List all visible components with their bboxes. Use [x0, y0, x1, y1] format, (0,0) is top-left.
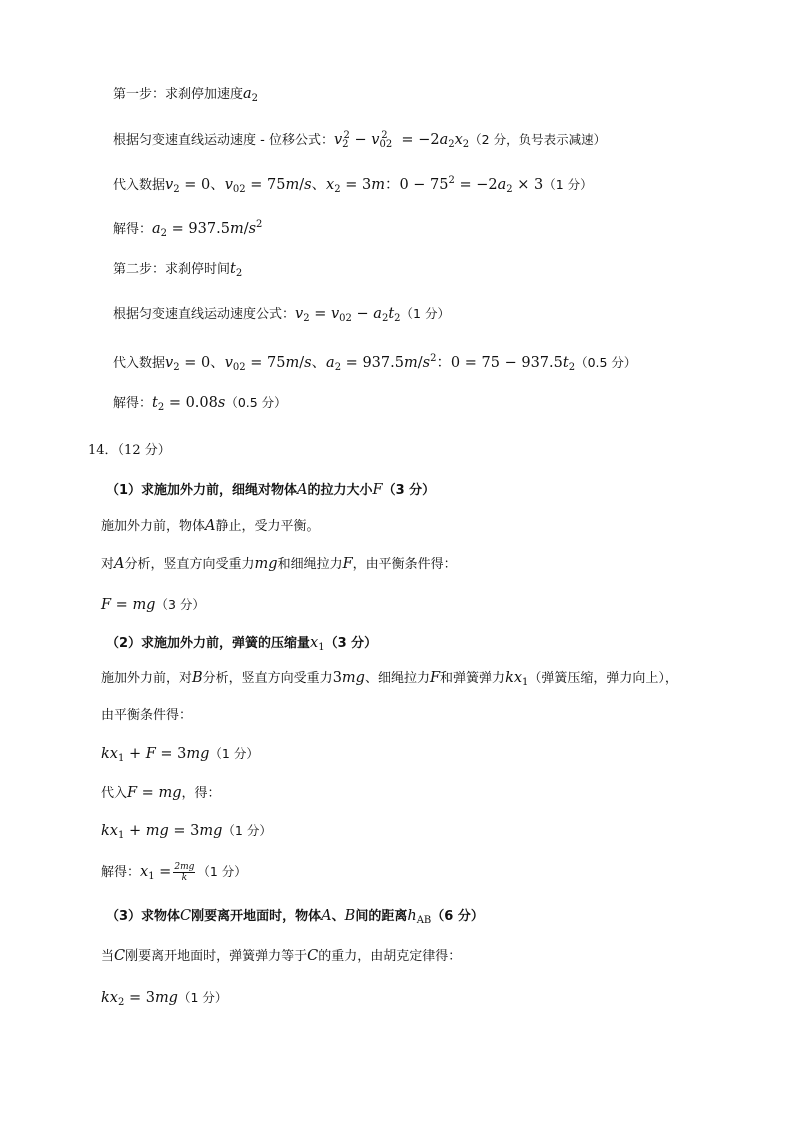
sub2-note: （0.5 分） — [575, 355, 637, 370]
part2-title: （2）求施加外力前，弹簧的压缩量$x_1(3$ 分） — [106, 635, 378, 653]
formula1-equation: $v_2^2 - v_{02}^2 = -2a_2x_2$ — [333, 130, 470, 150]
step1-heading — [113, 84, 258, 109]
p2-solution-line — [101, 862, 247, 887]
step1-variable: $a_2$ — [243, 86, 259, 104]
p2-line2: 由平衡条件得： — [101, 708, 193, 723]
p2-eq1: $kx_1 + F = 3mg$ — [101, 746, 210, 764]
p3-equation: $kx_2 = 3mg$ — [101, 990, 178, 1008]
question-14-number: 14．（12 分） — [88, 443, 171, 458]
p2-eq2-line — [101, 821, 272, 846]
p2-eq1-line — [101, 744, 259, 769]
sol1-equation: $a_2 = 937.5m/s^2$ — [152, 219, 263, 239]
p2-eq1-note: （1 分） — [209, 746, 259, 761]
sub2-equation: $v_2 = 0$、$v_{02} = 75m/s$、$a_2 = 937.5m/s^2$：$0 = 75 - 937.5t_2$ — [165, 353, 576, 373]
p2-solution-lhs: $x_1$ = — [140, 864, 172, 882]
formula2-line — [113, 304, 450, 329]
p3-eq-line — [101, 988, 227, 1013]
p2-eq2-note: （1 分） — [222, 823, 272, 838]
sol2-line — [113, 393, 287, 418]
p2-line3-pre: 代入 — [101, 786, 128, 801]
part3-title: （3）求物体C刚要离开地面时，物体A、B间的距离$h_{AB}(6$ 分） — [106, 908, 484, 926]
p2-line3-eq: F = mg — [127, 785, 182, 801]
p1-equation: F = mg — [101, 597, 156, 613]
formula2-equation: $v_2 = v_{02} - a_2t_2$ — [295, 306, 401, 324]
p3-line1: 当C刚要离开地面时，弹簧弹力等于C的重力，由胡克定律得： — [101, 948, 462, 964]
sub2-label: 代入数据 — [113, 356, 166, 371]
formula2-label: 根据匀变速直线运动速度公式： — [113, 307, 296, 322]
p2-solution-label: 解得： — [101, 865, 141, 880]
sub1-note: （1 分） — [543, 177, 593, 192]
formula1-note: （2 分，负号表示减速） — [469, 132, 607, 147]
step2-heading — [113, 259, 242, 284]
p2-solution-fraction — [173, 862, 195, 883]
sub1-label: 代入数据 — [113, 178, 166, 193]
p2-solution-note: （1 分） — [197, 864, 247, 879]
p2-eq2: $kx_1$ + mg = 3mg — [101, 823, 223, 841]
fraction-denominator: k — [181, 873, 188, 883]
step2-text: 第二步：求刹停时间 — [113, 262, 231, 277]
p2-line1: 施加外力前，对B分析，竖直方向受重力3mg、细绳拉力F和弹簧弹力$kx_1$（弹簧压缩，弹力向上）， — [101, 670, 678, 688]
formula1-label: 根据匀变速直线运动速度 - 位移公式： — [113, 133, 334, 148]
sol1-label: 解得： — [113, 222, 153, 237]
step2-variable: $t_2$ — [230, 261, 243, 279]
sol2-equation: $t_2 = 0.08s$ — [152, 395, 226, 413]
p1-equation-line — [101, 595, 205, 616]
sub1-line — [113, 171, 593, 200]
sol1-line — [113, 215, 262, 244]
p1-line2: 对A分析，竖直方向受重力mg和细绳拉力F，由平衡条件得： — [101, 556, 457, 572]
part1-title: （1）求施加外力前，细绳对物体A的拉力大小F（3 分） — [106, 482, 436, 498]
fraction-numerator: 2mg — [174, 862, 195, 872]
formula2-note: （1 分） — [400, 306, 450, 321]
p1-line1: 施加外力前，物体A静止，受力平衡。 — [101, 518, 320, 534]
p2-line3 — [101, 783, 221, 804]
sub1-equation: $v_2 = 0$、$v_{02} = 75m/s$、$x_2 = 3m$：$0 - 75^2 = -2a_2 \times 3$ — [165, 175, 544, 195]
p2-line3-post: ，得： — [181, 786, 221, 801]
sol2-label: 解得： — [113, 396, 153, 411]
sub2-line — [113, 349, 636, 378]
sol2-note: （0.5 分） — [225, 395, 287, 410]
step1-text: 第一步：求刹停加速度 — [113, 87, 244, 102]
formula1-line — [113, 126, 606, 155]
p3-note: （1 分） — [177, 990, 228, 1005]
p1-note: （3 分） — [155, 597, 205, 612]
